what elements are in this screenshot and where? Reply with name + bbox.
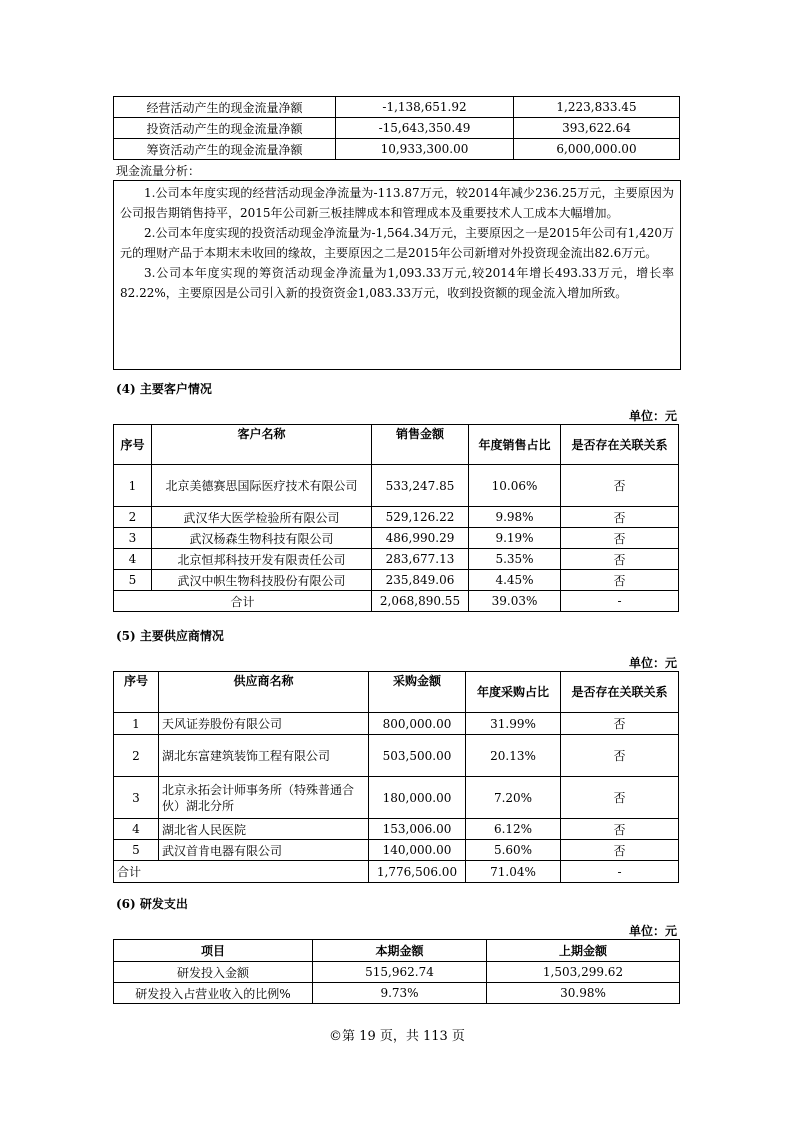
cashflow-table <box>113 96 680 160</box>
cashflow-previous: 393,622.64 <box>514 118 680 139</box>
cell-amount: 529,126.22 <box>372 507 469 528</box>
cell-related: 否 <box>561 549 679 570</box>
cashflow-label: 经营活动产生的现金流量净额 <box>114 97 336 118</box>
table-header-row <box>114 940 680 962</box>
cell-related: 否 <box>561 465 679 507</box>
cell-previous: 30.98% <box>487 983 680 1004</box>
page-number: ©第 19 页，共 113 页 <box>329 1029 465 1044</box>
table-row <box>114 713 679 735</box>
cell-related: 否 <box>561 713 679 735</box>
cell-amount: 235,849.06 <box>372 570 469 591</box>
cell-ratio: 20.13% <box>466 735 561 777</box>
cashflow-previous: 1,223,833.45 <box>514 97 680 118</box>
cell-amount: 486,990.29 <box>372 528 469 549</box>
cell-amount: 140,000.00 <box>369 840 466 861</box>
cell-ratio: 7.20% <box>466 777 561 819</box>
col-header-amount: 采购金额 <box>369 672 466 713</box>
cell-ratio: 6.12% <box>466 819 561 840</box>
table-total-row <box>114 861 679 883</box>
cell-name: 湖北东富建筑装饰工程有限公司 <box>159 735 369 777</box>
cell-related: 否 <box>561 528 679 549</box>
rnd-title: (6) 研发支出 <box>116 897 188 911</box>
cell-ratio: 31.99% <box>466 713 561 735</box>
cell-name: 北京美德赛思国际医疗技术有限公司 <box>152 465 372 507</box>
cell-name: 武汉华大医学检验所有限公司 <box>152 507 372 528</box>
table-row <box>114 507 679 528</box>
cashflow-previous: 6,000,000.00 <box>514 139 680 160</box>
cell-amount: 153,006.00 <box>369 819 466 840</box>
cell-current: 9.73% <box>313 983 487 1004</box>
suppliers-title: (5) 主要供应商情况 <box>116 629 224 643</box>
table-header-row <box>114 672 679 713</box>
suppliers-table <box>113 671 679 883</box>
col-header-previous: 上期金额 <box>487 940 680 962</box>
total-related: - <box>561 591 679 612</box>
cashflow-current: -1,138,651.92 <box>336 97 514 118</box>
cell-name: 武汉中帜生物科技股份有限公司 <box>152 570 372 591</box>
cashflow-label: 投资活动产生的现金流量净额 <box>114 118 336 139</box>
cashflow-analysis-box <box>113 180 681 370</box>
cashflow-analysis-title: 现金流量分析： <box>116 164 201 178</box>
cell-ratio: 9.19% <box>469 528 561 549</box>
cell-amount: 800,000.00 <box>369 713 466 735</box>
table-total-row <box>114 591 679 612</box>
table-row <box>114 962 680 983</box>
table-row <box>114 118 680 139</box>
col-header-item: 项目 <box>114 940 313 962</box>
cell-related: 否 <box>561 819 679 840</box>
cell-no: 5 <box>114 570 152 591</box>
cell-no: 4 <box>114 549 152 570</box>
customers-table <box>113 424 679 612</box>
col-header-ratio: 年度采购占比 <box>466 672 561 713</box>
total-label: 合计 <box>114 861 369 883</box>
col-header-no: 序号 <box>114 672 159 713</box>
table-row <box>114 840 679 861</box>
cell-previous: 1,503,299.62 <box>487 962 680 983</box>
cell-related: 否 <box>561 570 679 591</box>
cell-amount: 283,677.13 <box>372 549 469 570</box>
table-row <box>114 528 679 549</box>
total-related: - <box>561 861 679 883</box>
cell-related: 否 <box>561 507 679 528</box>
table-row <box>114 983 680 1004</box>
total-ratio: 71.04% <box>466 861 561 883</box>
table-row <box>114 735 679 777</box>
cell-ratio: 4.45% <box>469 570 561 591</box>
table-header-row <box>114 425 679 465</box>
table-row <box>114 777 679 819</box>
cell-no: 1 <box>114 713 159 735</box>
col-header-no: 序号 <box>114 425 152 465</box>
table-row <box>114 465 679 507</box>
col-header-current: 本期金额 <box>313 940 487 962</box>
total-label: 合计 <box>114 591 372 612</box>
cell-no: 2 <box>114 735 159 777</box>
cell-no: 3 <box>114 528 152 549</box>
cashflow-current: 10,933,300.00 <box>336 139 514 160</box>
col-header-name: 供应商名称 <box>159 672 369 713</box>
table-row <box>114 549 679 570</box>
table-row <box>114 570 679 591</box>
cell-current: 515,962.74 <box>313 962 487 983</box>
cell-name: 武汉杨森生物科技有限公司 <box>152 528 372 549</box>
customers-title: (4) 主要客户情况 <box>116 382 212 396</box>
analysis-paragraph: 3.公司本年度实现的筹资活动现金净流量为1,093.33万元,较2014年增长493.33万元，增长率82.22%，主要原因是公司引入新的投资资金1,083.33万元，收到投资额的现金流入增加所致。 <box>120 266 674 300</box>
cell-name: 北京永拓会计师事务所（特殊普通合伙）湖北分所 <box>159 777 369 819</box>
cell-ratio: 5.35% <box>469 549 561 570</box>
cell-item: 研发投入金额 <box>114 962 313 983</box>
cell-name: 湖北省人民医院 <box>159 819 369 840</box>
table-row <box>114 97 680 118</box>
analysis-paragraph: 1.公司本年度实现的经营活动现金净流量为-113.87万元，较2014年减少236.25万元，主要原因为公司报告期销售持平，2015年公司新三板挂牌成本和管理成本及重要技术人工成本大幅增加。 <box>120 186 674 220</box>
col-header-ratio: 年度销售占比 <box>469 425 561 465</box>
cell-no: 4 <box>114 819 159 840</box>
table-row <box>114 139 680 160</box>
col-header-related: 是否存在关联关系 <box>561 672 679 713</box>
cell-no: 2 <box>114 507 152 528</box>
cell-ratio: 10.06% <box>469 465 561 507</box>
cell-amount: 533,247.85 <box>372 465 469 507</box>
cell-no: 3 <box>114 777 159 819</box>
suppliers-unit: 单位：元 <box>628 656 677 670</box>
col-header-related: 是否存在关联关系 <box>561 425 679 465</box>
cell-amount: 180,000.00 <box>369 777 466 819</box>
customers-unit: 单位：元 <box>628 409 677 423</box>
cell-name: 北京恒邦科技开发有限责任公司 <box>152 549 372 570</box>
cashflow-label: 筹资活动产生的现金流量净额 <box>114 139 336 160</box>
cell-no: 1 <box>114 465 152 507</box>
cell-amount: 503,500.00 <box>369 735 466 777</box>
col-header-amount: 销售金额 <box>372 425 469 465</box>
cell-name: 天风证券股份有限公司 <box>159 713 369 735</box>
cell-no: 5 <box>114 840 159 861</box>
analysis-paragraph: 2.公司本年度实现的投资活动现金净流量为-1,564.34万元，主要原因之一是2015年公司有1,420万元的理财产品于本期末未收回的缘故，主要原因之二是2015年公司新增对外投资现金流出82.6万元。 <box>120 226 674 260</box>
cell-name: 武汉首肯电器有限公司 <box>159 840 369 861</box>
cell-item: 研发投入占营业收入的比例% <box>114 983 313 1004</box>
table-row <box>114 819 679 840</box>
rnd-table <box>113 939 680 1004</box>
col-header-name: 客户名称 <box>152 425 372 465</box>
total-amount: 2,068,890.55 <box>372 591 469 612</box>
total-ratio: 39.03% <box>469 591 561 612</box>
rnd-unit: 单位：元 <box>628 924 677 938</box>
cell-related: 否 <box>561 735 679 777</box>
cell-related: 否 <box>561 777 679 819</box>
cell-ratio: 5.60% <box>466 840 561 861</box>
cell-ratio: 9.98% <box>469 507 561 528</box>
cell-related: 否 <box>561 840 679 861</box>
cashflow-current: -15,643,350.49 <box>336 118 514 139</box>
total-amount: 1,776,506.00 <box>369 861 466 883</box>
